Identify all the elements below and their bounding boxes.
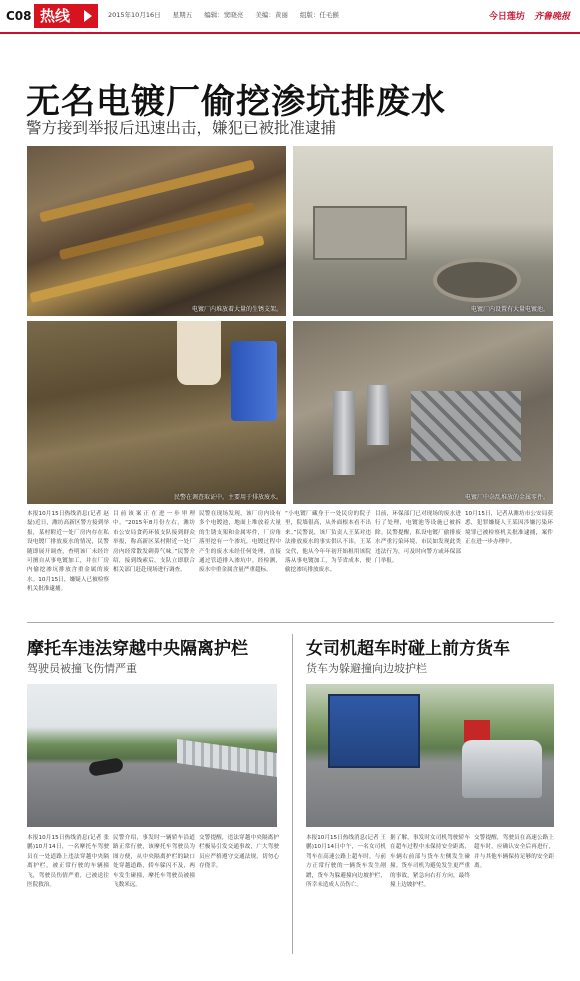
editor-credit: 编辑：窦晓亮 bbox=[204, 11, 244, 19]
designer-credit: 美编：黄丽 bbox=[255, 11, 288, 19]
section-label: 热线 bbox=[40, 7, 71, 25]
divider bbox=[292, 634, 293, 954]
issue-weekday: 星期五 bbox=[172, 11, 193, 19]
section-tag bbox=[34, 4, 98, 28]
issue-meta bbox=[108, 10, 349, 19]
photo-seepage-pit bbox=[27, 321, 286, 504]
story3-column-3: 交警提醒，驾驶员在高速公路上超车时，应确认安全后再进行，并与其他车辆保持足够的安全距离。 bbox=[474, 835, 554, 870]
story2-column-1: 本报10月15日热线消息(记者 张鹏)10月14日，一名摩托车驾驶员在一处道路上违法穿越中央隔离护栏，被正常行驶的车辆撞飞，驾驶员伤情严重，已被送往医院救治。 bbox=[27, 835, 109, 889]
photo-caption: 电镀厂中杂乱堆放的金属零件。 bbox=[464, 494, 549, 501]
photo-truck-accident bbox=[306, 684, 554, 827]
page-header bbox=[0, 0, 580, 34]
lead-column-6: 10月15日，记者从潍坊市公安局获悉，犯罪嫌疑人王某因涉嫌污染环境罪已被检察机关批准逮捕，案件正在进一步办理中。 bbox=[465, 511, 553, 546]
lead-column-3: 民警在现场发现，该厂房内设有多个电镀池，地面上堆放着大量的生锈支架和金属零件，厂房角落里挖有一个渗坑，电镀过程中产生的废水未经任何处理，直接通过管道排入渗坑中。经检测，废水中重金属含量严重超标。 bbox=[199, 511, 281, 574]
story2-column-3: 交警提醒，违法穿越中央隔离护栏极易引发交通事故，广大驾驶员应严格遵守交通法规，切勿心存侥幸。 bbox=[199, 835, 279, 870]
story2-subheadline: 驾驶员被撞飞伤情严重 bbox=[27, 662, 137, 675]
proof-credit: 组版：任毛猴 bbox=[299, 11, 339, 19]
brand-prefix: 今日莲坊 bbox=[488, 12, 525, 22]
photo-plating-pools bbox=[293, 146, 553, 316]
lead-subheadline: 警方接到举报后迅速出击，嫌犯已被批准逮捕 bbox=[26, 119, 337, 137]
arrow-icon bbox=[84, 10, 92, 22]
photo-caption: 电镀厂内设置有大量电镀池。 bbox=[470, 306, 549, 313]
lead-column-4: “小电镀厂藏身于一处民房的院子里，院墙很高，从外面根本看不出来。”民警说，该厂负责人王某对违法排放废水的事实供认不讳。王某交代，他从今年年初开始租用该院落从事电镀加工，为节省成本，便偷挖渗坑排放废水。 bbox=[285, 511, 371, 574]
photo-motorcycle-accident bbox=[27, 684, 277, 827]
photo-metal-parts bbox=[293, 321, 553, 504]
story3-headline: 女司机超车时碰上前方货车 bbox=[306, 639, 510, 659]
lead-headline: 无名电镀厂偷挖渗坑排废水 bbox=[26, 82, 446, 122]
divider bbox=[27, 622, 554, 623]
photo-caption: 电镀厂内堆放着大量的生锈支架。 bbox=[191, 306, 282, 313]
page-number: C08 bbox=[6, 9, 32, 23]
story3-subheadline: 货车为躲避撞向边坡护栏 bbox=[306, 662, 427, 675]
photo-rusty-frames bbox=[27, 146, 286, 316]
story3-column-2: 据了解，事发时女司机驾驶轿车在超车过程中未保持安全距离，车辆右前部与货车左侧发生碰撞。货车司机为避免发生更严重的事故，紧急向右打方向，最终撞上边坡护栏。 bbox=[390, 835, 470, 889]
newspaper-brand bbox=[489, 9, 570, 22]
newspaper-logo: 齐鲁晚报 bbox=[533, 12, 570, 22]
story2-column-2: 民警介绍，事发时一辆轿车沿道路正常行驶，该摩托车驾驶员为图方便，从中央隔离护栏的缺口处穿越道路，轿车躲闪不及，两车发生碰撞，摩托车驾驶员被撞飞数米远。 bbox=[113, 835, 195, 889]
issue-date: 2015年10月16日 bbox=[108, 11, 161, 19]
photo-caption: 民警在调查取证中。主要用于排放废水。 bbox=[173, 494, 282, 501]
story2-headline: 摩托车违法穿越中央隔离护栏 bbox=[27, 639, 248, 659]
lead-column-1: 本报10月15日热线消息(记者 赵磊)近日，潍坊高新区警方接到举报，某村附近一处厂房内存在私设电镀厂排放废水的情况，民警随即展开调查，查明该厂未经许可擅自从事电镀加工，并在厂房内偷挖渗坑排放含重金属的废水。10月15日，嫌疑人已被检察机关批准逮捕。 bbox=[27, 511, 109, 593]
lead-column-2: 目前该案正在进一步审理中。“2015年8月份左右，潍坊市公安局食药环侦支队接到群众举报，称高新区某村附近一处厂房内经常散发刺鼻气味。”民警介绍，接到线索后，支队立即联合相关部门赶赴现场进行调查。 bbox=[113, 511, 195, 574]
lead-column-5: 目前，环保部门已对现场的废水进行了处理，电镀池等设施已被拆除。民警提醒，私设电镀厂偷排废水严重污染环境，市民如发现此类违法行为，可及时向警方或环保部门举报。 bbox=[375, 511, 461, 565]
story3-column-1: 本报10月15日热线消息(记者 王鹏)10月14日中午，一名女司机驾车在高速公路上超车时，与前方正常行驶的一辆货车发生剐蹭，货车为躲避撞向边坡护栏，所幸未造成人员伤亡。 bbox=[306, 835, 386, 889]
